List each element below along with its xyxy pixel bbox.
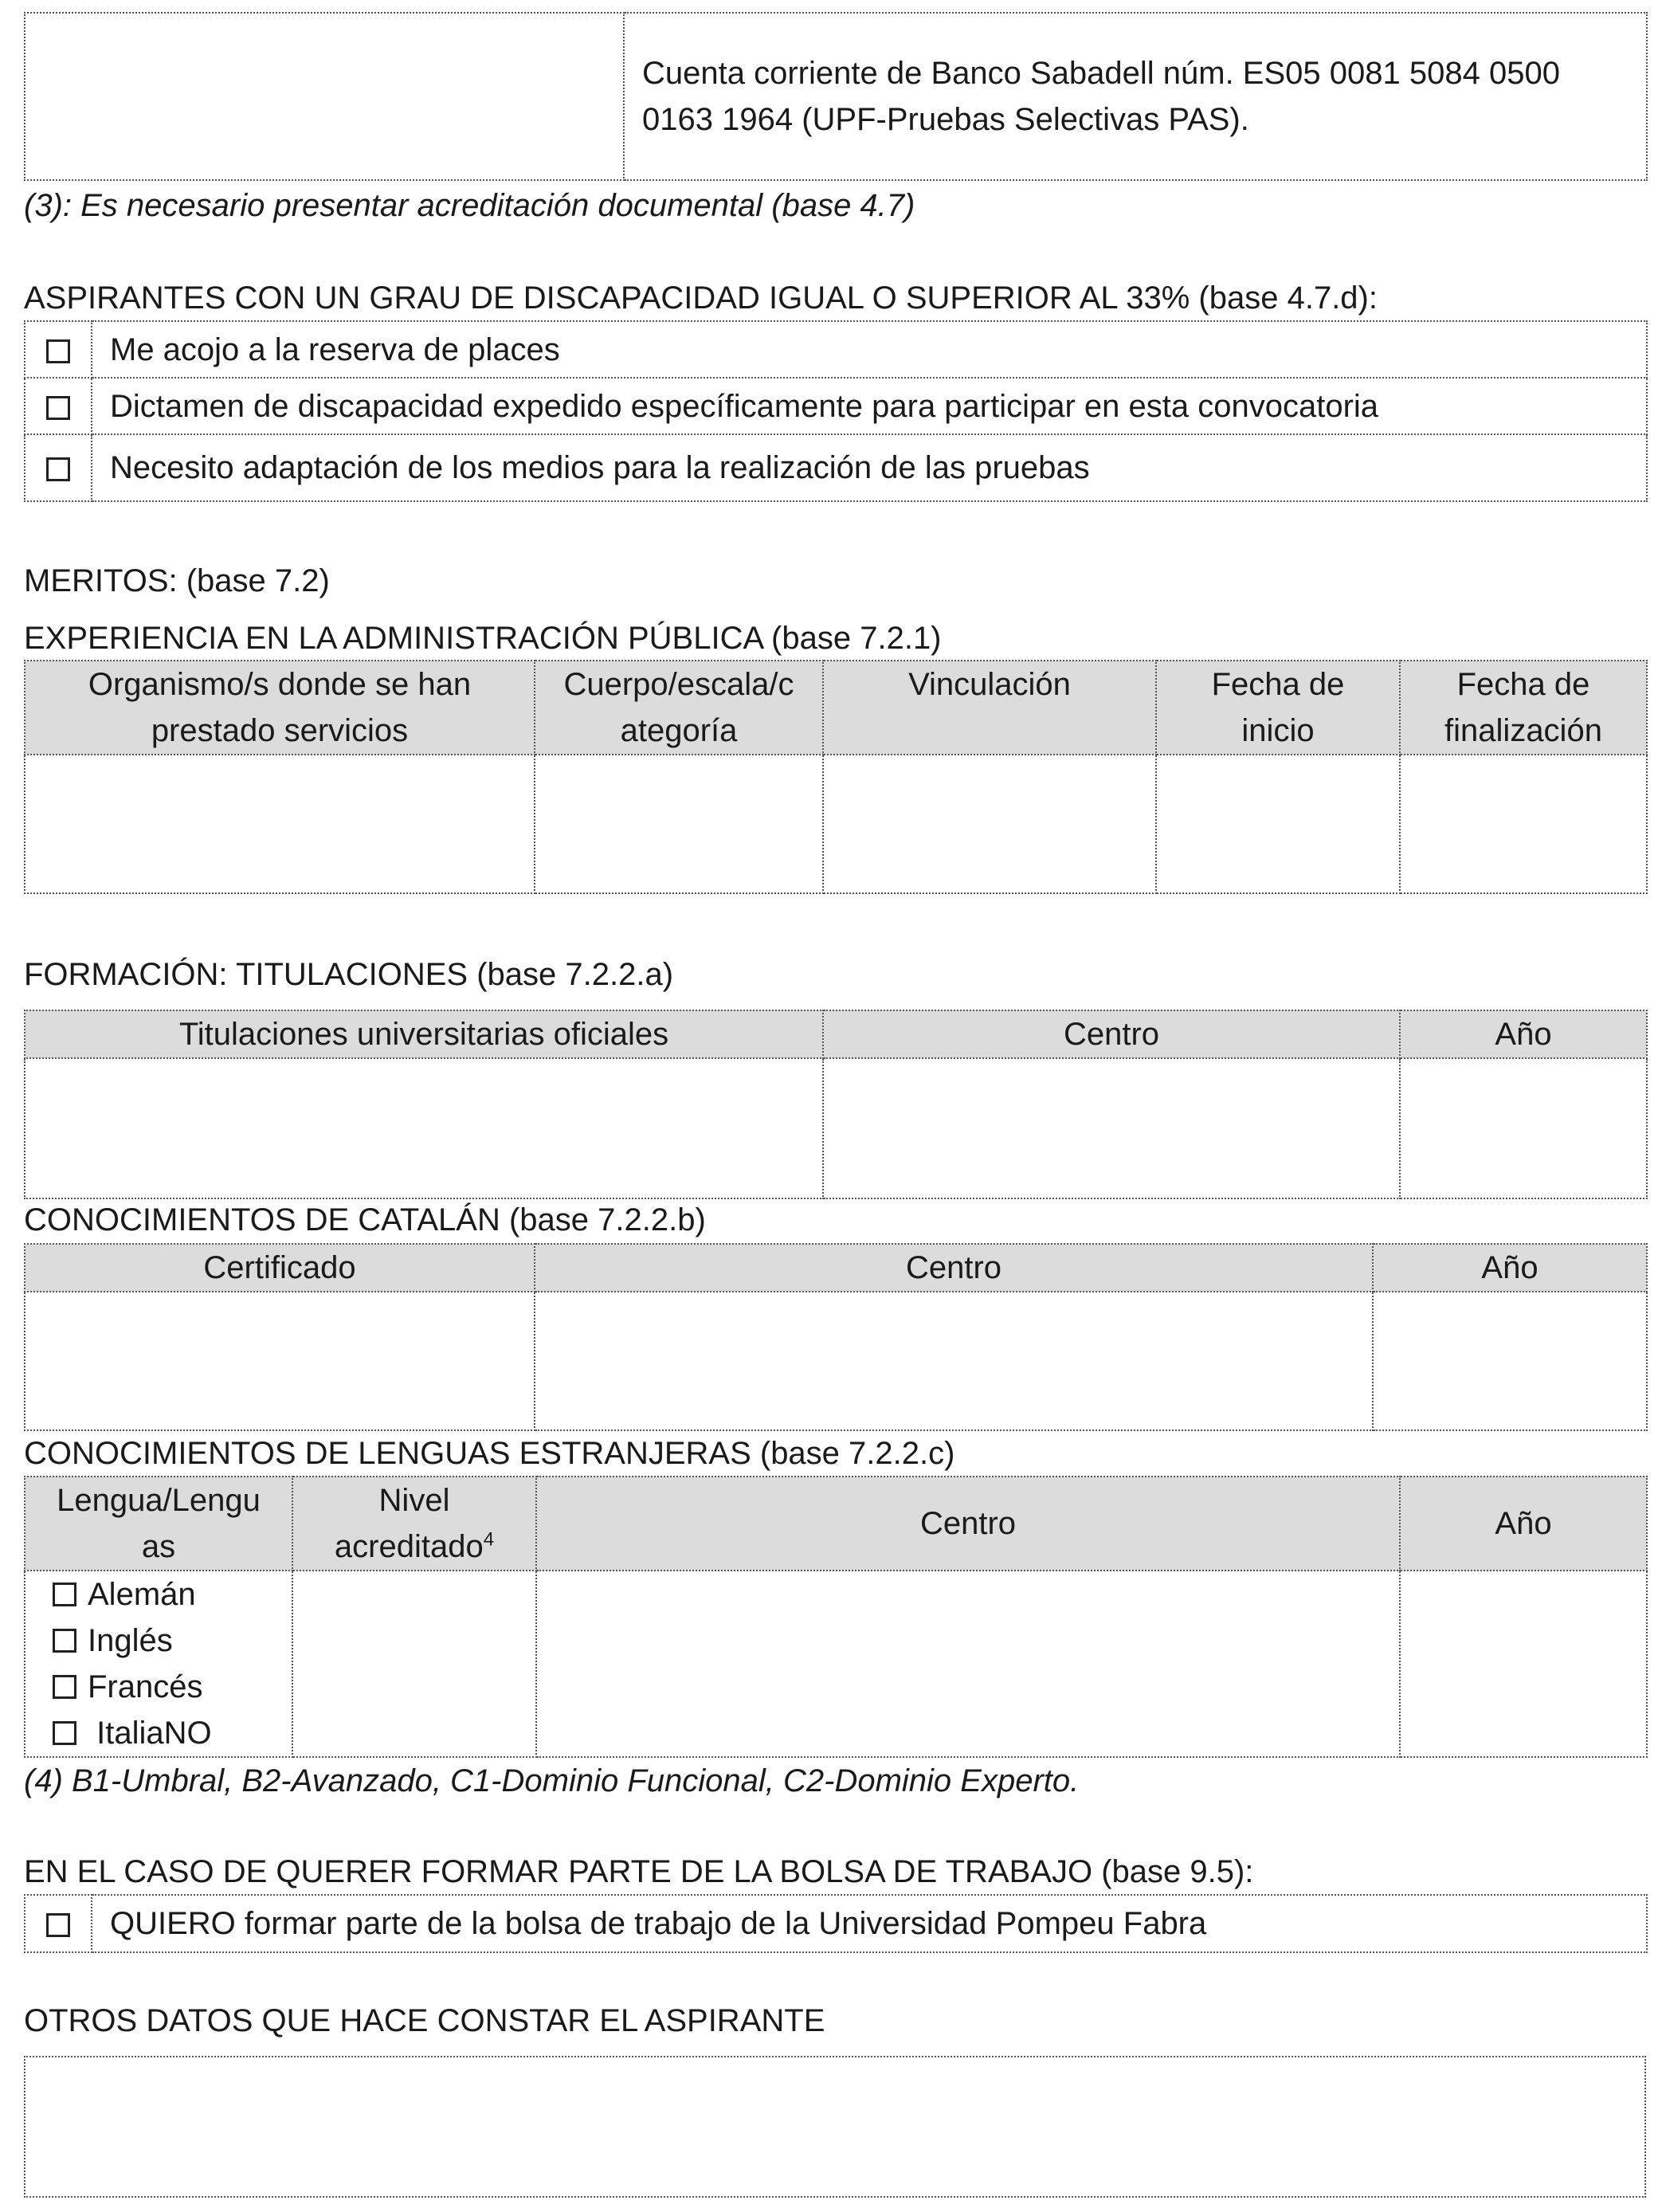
note-4: (4) B1-Umbral, B2-Avanzado, C1-Dominio Funcional, C2-Dominio Experto. <box>24 1763 1080 1798</box>
languages-header: Lengua/Lengu as <box>25 1477 292 1571</box>
titulaciones-header: Año <box>1400 1010 1647 1058</box>
language-option[interactable]: Inglés <box>53 1618 292 1664</box>
disability-option-label: Dictamen de discapacidad expedido específicamente para participar en esta convocatoria <box>92 378 1647 434</box>
disability-checkbox-cell[interactable] <box>25 378 92 434</box>
experience-header: Cuerpo/escala/c ategoría <box>535 661 823 755</box>
bolsa-title: EN EL CASO DE QUERER FORMAR PARTE DE LA BOLSA DE TRABAJO (base 9.5): <box>24 1854 1254 1889</box>
titulaciones-title: FORMACIÓN: TITULACIONES (base 7.2.2.a) <box>24 957 674 992</box>
experience-table <box>24 660 1648 894</box>
language-option[interactable]: Francés <box>53 1664 292 1710</box>
checkbox[interactable] <box>46 1913 70 1937</box>
merits-title: MERITOS: (base 7.2) <box>24 563 330 598</box>
catalan-header: Certificado <box>25 1244 535 1292</box>
titulaciones-header: Titulaciones universitarias oficiales <box>25 1010 823 1058</box>
checkbox[interactable] <box>46 396 70 420</box>
experience-header: Organismo/s donde se han prestado servicios <box>25 661 535 755</box>
language-option[interactable]: ItaliaNO <box>53 1710 292 1756</box>
otros-table <box>24 2056 1646 2198</box>
checkbox[interactable] <box>53 1675 76 1699</box>
experience-header: Fecha de finalización <box>1400 661 1647 755</box>
checkbox[interactable] <box>53 1721 76 1745</box>
checkbox[interactable] <box>46 457 70 481</box>
catalan-title: CONOCIMIENTOS DE CATALÁN (base 7.2.2.b) <box>24 1202 706 1237</box>
otros-title: OTROS DATOS QUE HACE CONSTAR EL ASPIRANTE <box>24 2003 825 2038</box>
languages-header: Centro <box>536 1477 1400 1571</box>
catalan-table <box>24 1243 1648 1431</box>
disability-title: ASPIRANTES CON UN GRAU DE DISCAPACIDAD IGUAL O SUPERIOR AL 33% (base 4.7.d): <box>24 280 1378 316</box>
payment-empty-cell <box>25 13 624 180</box>
catalan-header: Centro <box>535 1244 1373 1292</box>
language-option[interactable]: Alemán <box>53 1571 292 1618</box>
languages-header: Año <box>1400 1477 1647 1571</box>
titulaciones-input-cell[interactable] <box>823 1058 1400 1198</box>
titulaciones-header: Centro <box>823 1010 1400 1058</box>
experience-header: Vinculación <box>823 661 1156 755</box>
titulaciones-table <box>24 1010 1648 1199</box>
experience-input-cell[interactable] <box>25 755 535 893</box>
disability-checkbox-cell[interactable] <box>25 321 92 378</box>
experience-input-cell[interactable] <box>823 755 1156 893</box>
languages-table <box>24 1476 1648 1758</box>
languages-header: Nivel acreditado$^4$ <box>292 1477 536 1571</box>
experience-input-cell[interactable] <box>1156 755 1400 893</box>
checkbox[interactable] <box>53 1583 76 1606</box>
account-line-1: Cuenta corriente de Banco Sabadell núm. ES05 0081 5084 0500 <box>642 56 1560 91</box>
catalan-header: Año <box>1373 1244 1647 1292</box>
bolsa-table <box>24 1894 1648 1953</box>
payment-table <box>24 12 1648 181</box>
languages-input-cell[interactable] <box>536 1571 1400 1757</box>
checkbox[interactable] <box>53 1629 76 1653</box>
languages-input-cell[interactable] <box>1400 1571 1647 1757</box>
account-line-2: 0163 1964 (UPF-Pruebas Selectivas PAS). <box>642 102 1249 137</box>
experience-header: Fecha de inicio <box>1156 661 1400 755</box>
languages-title: CONOCIMIENTOS DE LENGUAS ESTRANJERAS (base 7.2.2.c) <box>24 1436 955 1471</box>
bolsa-option-label: QUIERO formar parte de la bolsa de trabajo de la Universidad Pompeu Fabra <box>92 1895 1647 1952</box>
note-3: (3): Es necesario presentar acreditación documental (base 4.7) <box>24 188 915 223</box>
disability-option-label: Me acojo a la reserva de places <box>92 321 1647 378</box>
catalan-input-cell[interactable] <box>25 1292 535 1430</box>
disability-checkbox-cell[interactable] <box>25 434 92 501</box>
language-options-cell <box>25 1571 292 1757</box>
titulaciones-input-cell[interactable] <box>1400 1058 1647 1198</box>
titulaciones-input-cell[interactable] <box>25 1058 823 1198</box>
experience-title: EXPERIENCIA EN LA ADMINISTRACIÓN PÚBLICA (base 7.2.1) <box>24 621 942 656</box>
bolsa-checkbox-cell[interactable] <box>25 1895 92 1952</box>
experience-input-cell[interactable] <box>535 755 823 893</box>
checkbox[interactable] <box>46 339 70 363</box>
payment-account-cell <box>624 13 1647 180</box>
catalan-input-cell[interactable] <box>1373 1292 1647 1430</box>
languages-input-cell[interactable] <box>292 1571 536 1757</box>
disability-table <box>24 320 1648 502</box>
otros-input-cell[interactable] <box>25 2057 1645 2197</box>
experience-input-cell[interactable] <box>1400 755 1647 893</box>
catalan-input-cell[interactable] <box>535 1292 1373 1430</box>
disability-option-label: Necesito adaptación de los medios para la realización de las pruebas <box>92 434 1647 501</box>
